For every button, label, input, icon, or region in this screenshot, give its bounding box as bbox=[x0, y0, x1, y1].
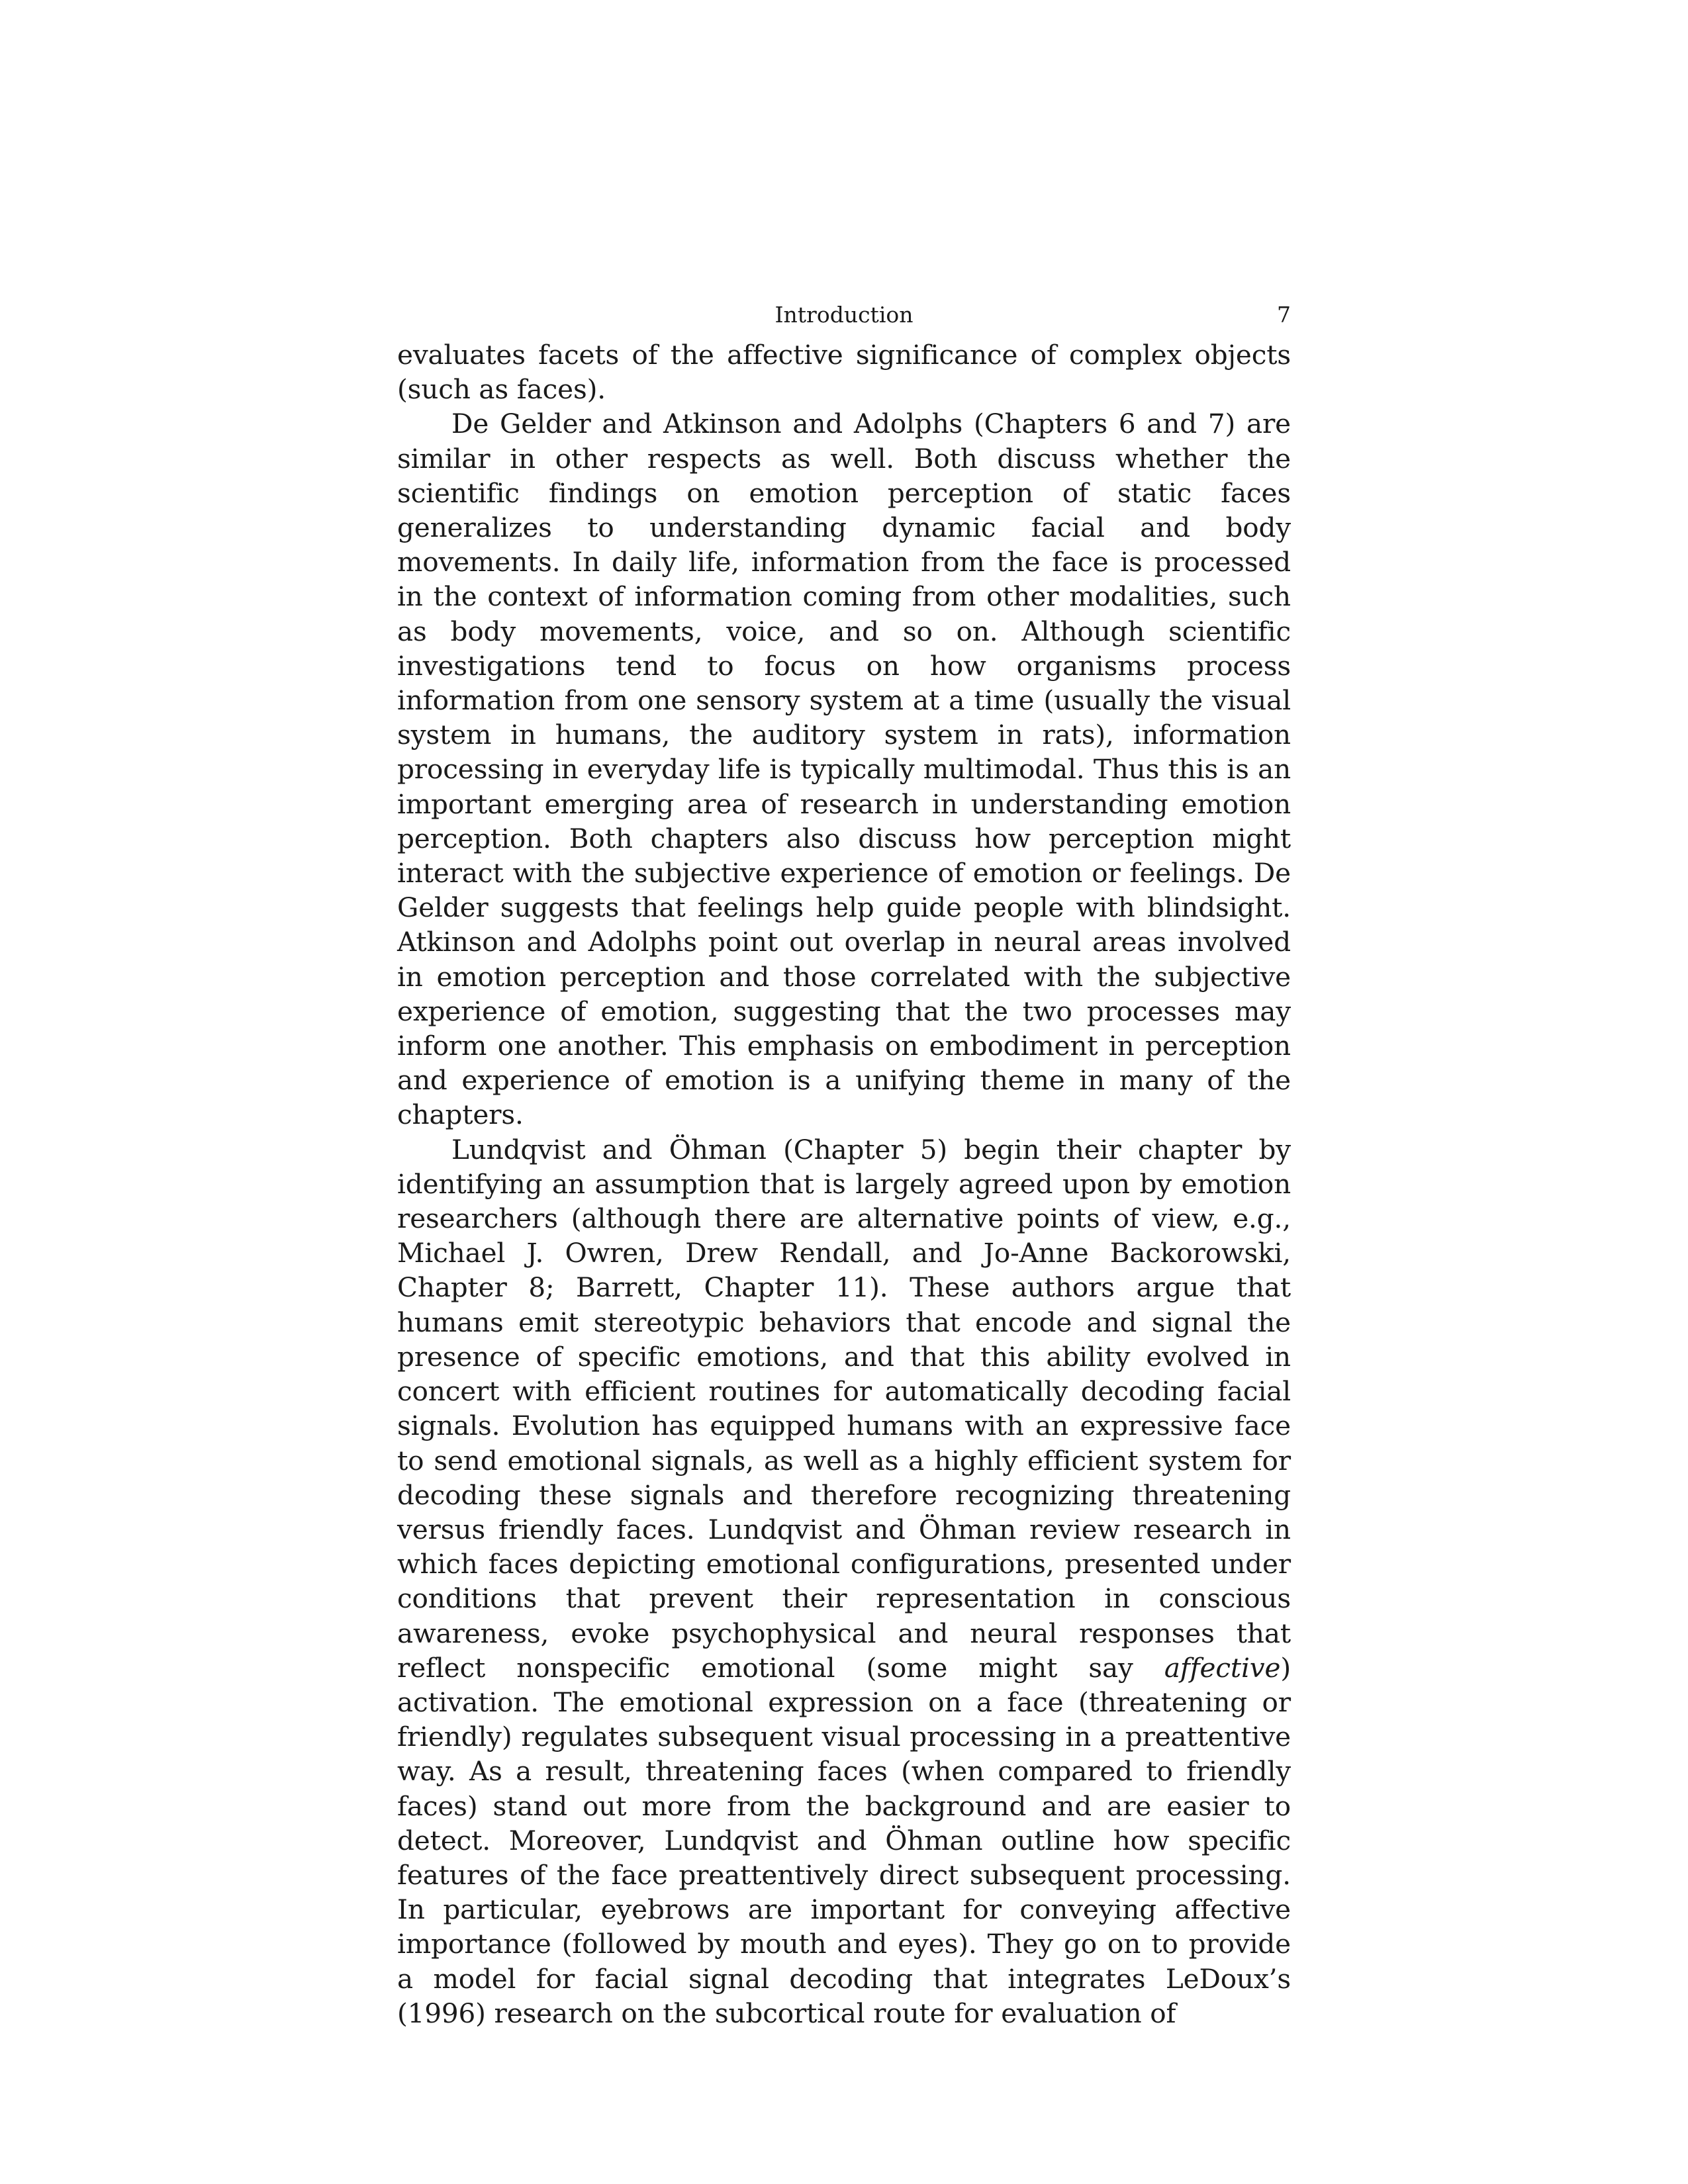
italic-term-affective: affective bbox=[1164, 1651, 1281, 1684]
book-page bbox=[397, 298, 1291, 2029]
paragraph-3-text-part-1: Lundqvist and Öhman (Chapter 5) begin their chapter by identifying an assumption that is largely agreed upon by emotion researchers (although there are alternative points of view, e.g., Michael J. Owren, Drew Rendall, and Jo-Anne Backorowski, Chapter 8; Barrett, Chapter 11). These authors argue that humans emit stereotypic behaviors that encode and signal the presence of specific emotions, and that this ability evolved in concert with efficient routines for automatically decoding facial signals. Evolution has equipped humans with an expressive face to send emotional signals, as well as a highly efficient system for decoding these signals and therefore recognizing threatening versus friendly faces. Lundqvist and Öhman review research in which faces depicting emotional configurations, presented under conditions that prevent their representation in conscious awareness, evoke psychophysical and neural responses that reflect nonspecific emotional (some might say bbox=[397, 1133, 1291, 1684]
paragraph-3 bbox=[397, 1132, 1291, 2030]
paragraph-2-text: De Gelder and Atkinson and Adolphs (Chapters 6 and 7) are similar in other respects as well. Both discuss whether the scientific findings on emotion perception of static faces generalizes to understanding dynamic facial and body movements. In daily life, information from the face is processed in the context of information coming from other modalities, such as body movements, voice, and so on. Although scientific investigations tend to focus on how organisms process information from one sensory system at a time (usually the visual system in humans, the auditory system in rats), information processing in everyday life is typically multimodal. Thus this is an important emerging area of research in understanding emotion perception. Both chapters also discuss how perception might interact with the subjective experience of emotion or feelings. De Gelder suggests that feelings help guide people with blindsight. Atkinson and Adolphs point out overlap in neural areas involved in emotion perception and those correlated with the subjective experience of emotion, suggesting that the two processes may inform one another. This emphasis on embodiment in perception and experience of emotion is a unifying theme in many of the chapters. bbox=[397, 408, 1291, 1131]
body-text bbox=[397, 338, 1291, 2030]
running-head bbox=[397, 298, 1291, 338]
paragraph-1 bbox=[397, 338, 1291, 406]
paragraph-2 bbox=[397, 406, 1291, 1132]
paragraph-3-text-part-2: ) activation. The emotional expression on a face (threatening or friendly) regulates subsequent visual processing in a preattentive way. As a result, threatening faces (when compared to friendly faces) stand out more from the background and are easier to detect. Moreover, Lundqvist and Öhman outline how specific features of the face preattentively direct subsequent processing. In particular, eyebrows are important for conveying affective importance (followed by mouth and eyes). They go on to provide a model for facial signal decoding that integrates LeDoux’s (1996) research on the subcortical route for evaluation of bbox=[397, 1651, 1291, 2029]
page-number: 7 bbox=[1277, 302, 1291, 328]
paragraph-1-text: evaluates facets of the affective significance of complex objects (such as faces). bbox=[397, 339, 1291, 406]
running-head-title: Introduction bbox=[774, 302, 914, 328]
